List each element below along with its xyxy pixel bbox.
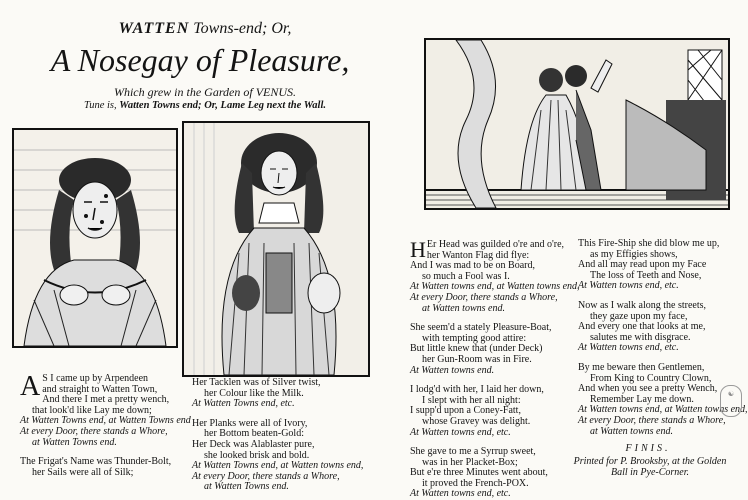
- verse-column-4: [578, 238, 748, 437]
- woodcut-couple-scene-icon: [426, 40, 728, 208]
- drop-cap: A: [20, 371, 41, 402]
- verse-text: At Watten towns end, at Watten towns end,: [578, 404, 748, 416]
- verse-line: [20, 438, 182, 449]
- verse-text: as my Effigies shows,: [590, 248, 678, 260]
- verse-line: [192, 482, 367, 493]
- verse-text: her Colour like the Milk.: [204, 387, 304, 399]
- verse-text: with tempting good attire:: [422, 332, 527, 344]
- verse-text: At every Door, there stands a Whore,: [192, 470, 340, 482]
- verse-text: Er Head was guilded o're and o're,: [426, 239, 565, 250]
- verse-text: she looked brisk and bold.: [204, 449, 310, 461]
- verse-text: At Watten towns end, etc.: [410, 488, 511, 500]
- woodcut-woman: [12, 128, 178, 348]
- library-stamp-icon: ☯: [720, 385, 742, 417]
- verse-text: S I came up by Arpendeen: [42, 373, 149, 384]
- verse-text: her Gun-Room was in Fire.: [422, 353, 532, 365]
- verse-text: And every one that looks at me,: [578, 321, 706, 333]
- verse-column-2: [192, 378, 367, 493]
- verse-text: her Bottom beaten-Gold:: [204, 428, 304, 440]
- drop-cap: H: [410, 237, 426, 262]
- verse-text: they gaze upon my face,: [590, 310, 688, 322]
- verse-line: [410, 428, 575, 439]
- verse-text: I slept with her all night:: [422, 394, 521, 406]
- verse-text: whose Gravey was delight.: [422, 415, 531, 427]
- verse-text: And all may read upon my Face: [578, 259, 707, 271]
- verse-text: At Watten Towns end, at Watten Towns end: [20, 415, 191, 427]
- verse-text: her Wanton Flag did flye:: [426, 249, 530, 261]
- title-line-1: WATTEN Towns-end; Or,: [118, 20, 292, 37]
- verse-text: She gave to me a Syrrup sweet,: [410, 446, 536, 458]
- verse-text: The loss of Teeth and Nose,: [590, 269, 702, 281]
- imprint-line-2: Ball in Pye-Corner.: [610, 467, 690, 478]
- verse-text: at Watten towns end.: [422, 302, 505, 314]
- verse-text: was in her Placket-Box;: [422, 456, 518, 468]
- title-subtitle: Which grew in the Garden of VENUS.: [113, 85, 297, 99]
- verse-text: so much a Fool was I.: [422, 270, 510, 282]
- imprint-line-1: Printed for P. Brooksby, at the Golden: [573, 456, 727, 467]
- tune-line: Tune is, Watten Towns end; Or, Lame Leg next the Wall.: [83, 100, 327, 111]
- verse-line: [410, 489, 575, 500]
- verse-text: at Watten Towns end.: [32, 436, 117, 448]
- verse-text: Her Deck was Alablaster pure,: [192, 438, 315, 450]
- verse-text: At Watten towns end.: [410, 364, 495, 376]
- verse-text: At Watten towns end, etc.: [410, 426, 511, 438]
- verse-text: and straight to Watten Town,: [42, 383, 158, 395]
- verse-text: At Watten towns end, etc.: [578, 342, 679, 354]
- finis: FINIS.: [625, 443, 671, 454]
- verse-text: At Watten Towns end, at Watten towns end,: [192, 460, 364, 472]
- verse-line: [192, 399, 367, 410]
- verse-text: At every Door, there stands a Whore,: [20, 425, 168, 437]
- verse-text: But e're three Minutes went about,: [410, 467, 548, 479]
- verse-text: her Sails were all of Silk;: [32, 466, 134, 478]
- verse-text: I supp'd upon a Coney-Fatt,: [410, 405, 521, 417]
- woodcut-gentleman: [182, 121, 370, 377]
- verse-text: Her Tacklen was of Silver twist,: [192, 377, 321, 388]
- verse-line: [410, 304, 575, 315]
- verse-text: This Fire-Ship she did blow me up,: [578, 238, 720, 249]
- verse-text: that look'd like Lay me down;: [32, 404, 152, 416]
- verse-text: Now as I walk along the streets,: [578, 299, 707, 311]
- verse-text: it proved the French-POX.: [422, 477, 529, 489]
- verse-line: [578, 343, 718, 354]
- verse-text: But little knew that (under Deck): [410, 343, 543, 355]
- title-main: A Nosegay of Pleasure,: [50, 42, 350, 78]
- verse-line: [20, 468, 182, 479]
- verse-text: She seem'd a stately Pleasure-Boat,: [410, 322, 552, 334]
- verse-text: At every Door, there stands a Whore,: [410, 291, 558, 303]
- verse-line: [410, 366, 575, 377]
- verse-text: at Watten towns end.: [590, 425, 673, 437]
- verse-text: And there I met a pretty wench,: [42, 394, 170, 406]
- verse-text: salutes me with disgrace.: [590, 331, 691, 343]
- verse-text: at Watten Towns end.: [204, 481, 289, 493]
- woodcut-couple: [424, 38, 730, 210]
- verse-text: At Watten towns end, etc.: [578, 280, 679, 292]
- verse-line: [578, 427, 718, 438]
- verse-text: I lodg'd with her, I laid her down,: [410, 384, 544, 396]
- verse-text: From King to Country Clown,: [590, 372, 712, 384]
- verse-line: [578, 281, 718, 292]
- verse-text: The Frigat's Name was Thunder-Bolt,: [20, 456, 172, 468]
- verse-text: And I was mad to be on Board,: [410, 260, 535, 272]
- verse-text: By me beware then Gentlemen,: [578, 361, 705, 373]
- verse-column-1: [20, 371, 191, 478]
- verse-text: Her Planks were all of Ivory,: [192, 417, 308, 429]
- verse-text: At Watten Towns end, etc.: [192, 398, 295, 410]
- verse-text: At every Door, there stands a Whore,: [578, 414, 726, 426]
- verse-text: And when you see a pretty Wench,: [578, 383, 718, 395]
- verse-text: Remember Lay me down.: [590, 393, 694, 405]
- woodcut-woman-portrait-icon: [14, 130, 176, 346]
- verse-text: At Watten towns end, at Watten towns end,: [410, 281, 580, 293]
- verse-column-3: [410, 237, 580, 500]
- woodcut-gentleman-portrait-icon: [184, 123, 368, 375]
